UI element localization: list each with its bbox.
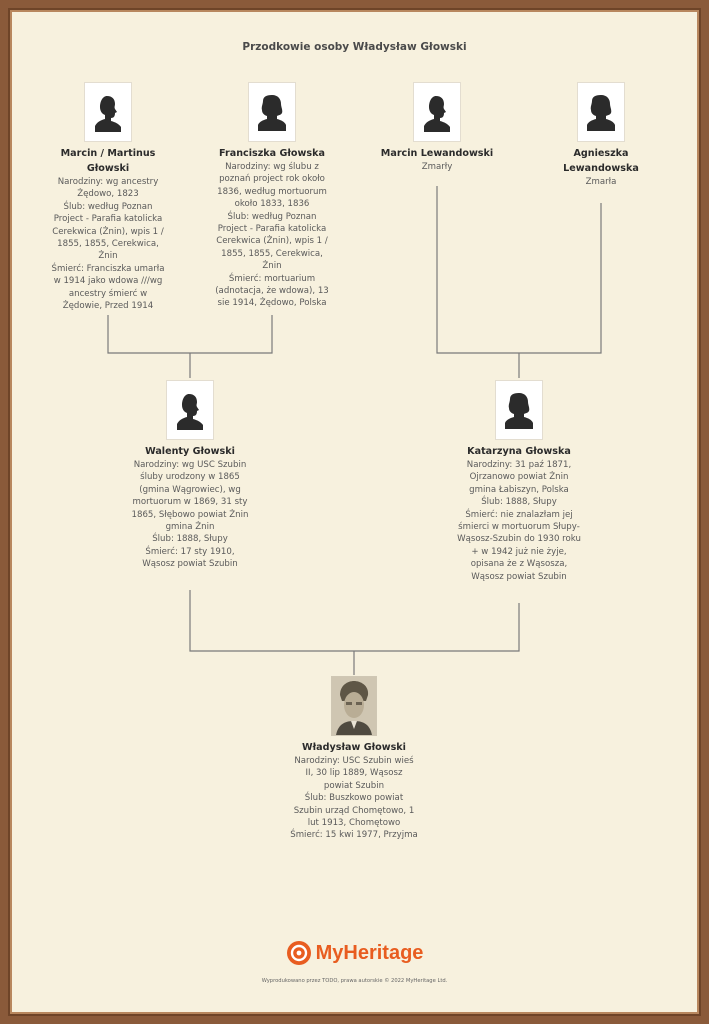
person-birth: Narodziny: wg ancestry Żędowo, 1823 (57, 177, 159, 200)
person-card-marcin-martinus[interactable] (50, 82, 166, 312)
person-card-walenty[interactable] (128, 380, 252, 571)
person-status: Zmarły (421, 162, 453, 172)
myheritage-logo (0, 940, 709, 966)
person-birth: Narodziny: wg USC Szubin śluby urodzony w 1865 (gmina Wągrowiec), wg mortuorum w 1869, 31 sty 1865, Słębowo powiat Żnin gmina Żnin (131, 460, 249, 533)
person-card-marcin-lewandowski[interactable] (370, 82, 504, 173)
person-marriage: Ślub: Buszkowo powiat Szubin urząd Chomętowo, 1 lut 1913, Chomętowo (293, 793, 415, 829)
line-p3-p4 (437, 186, 601, 353)
silhouette-male-icon (413, 82, 461, 142)
person-marriage: Ślub: 1888, Słupy (152, 534, 228, 545)
portrait-photo (331, 676, 377, 736)
person-birth: Narodziny: 31 paź 1871, Ojrzanowo powiat Żnin gmina Łabiszyn, Polska (466, 460, 572, 495)
silhouette-male-icon (84, 82, 132, 142)
person-name: Agnieszka Lewandowska (563, 148, 639, 174)
person-card-franciszka[interactable] (212, 82, 332, 310)
myheritage-logo-icon (286, 940, 312, 966)
person-status: Zmarła (585, 177, 617, 187)
line-p1-p2 (108, 315, 272, 353)
person-name: Marcin / Martinus Głowski (60, 148, 156, 174)
person-marriage: Ślub: według Poznan Project - Parafia katolicka Cerekwica (Żnin), wpis 1 / 1855, 1855, Cerekwica, Żnin (52, 201, 164, 262)
silhouette-female-icon (248, 82, 296, 142)
silhouette-male-icon (166, 380, 214, 440)
person-death: Śmierć: nie znalazłam jej śmierci w mortuorum Słupy-Wąsosz-Szubin do 1930 roku + w 1942 już nie żyje, opisana że z Wąsosza, Wąsosz powiat Szubin (457, 509, 581, 582)
silhouette-female-icon (577, 82, 625, 142)
silhouette-female-icon (495, 380, 543, 440)
person-name: Katarzyna Głowska (467, 446, 571, 457)
person-name: Walenty Głowski (145, 446, 235, 457)
person-marriage: Ślub: według Poznan Project - Parafia katolicka Cerekwica (Żnin), wpis 1 / 1855, 1855, Cerekwica, Żnin (216, 211, 328, 272)
line-parents (190, 590, 519, 651)
logo-text: MyHeritage (315, 941, 424, 964)
person-name: Marcin Lewandowski (380, 148, 494, 159)
person-death: Śmierć: Franciszka umarła w 1914 jako wdowa ///wg ancestry śmierć w Żędowie, Przed 1914 (51, 263, 165, 312)
person-death: Śmierć: 17 sty 1910, Wąsosz powiat Szubin (142, 546, 238, 570)
person-card-agnieszka[interactable] (548, 82, 654, 188)
person-death: Śmierć: 15 kwi 1977, Przyjma (290, 830, 418, 841)
person-name: Franciszka Głowska (219, 148, 325, 159)
footer-copyright: Wyprodukowano przez TODO, prawa autorskie © 2022 MyHeritage Ltd. (261, 978, 448, 984)
person-name: Władysław Głowski (302, 742, 406, 753)
person-card-katarzyna[interactable] (456, 380, 582, 583)
person-birth: Narodziny: wg ślubu z poznań project rok około 1836, według mortuorum około 1833, 1836 (217, 162, 327, 210)
chart-title: Przodkowie osoby Władysław Głowski (242, 41, 467, 53)
person-marriage: Ślub: 1888, Słupy (481, 497, 557, 508)
person-death: Śmierć: mortuarium (adnotacja, że wdowa), 13 sie 1914, Żędowo, Polska (215, 273, 329, 309)
person-card-wladyslaw[interactable] (290, 676, 418, 842)
person-birth: Narodziny: USC Szubin wieś II, 30 lip 1889, Wąsosz powiat Szubin (294, 756, 414, 791)
